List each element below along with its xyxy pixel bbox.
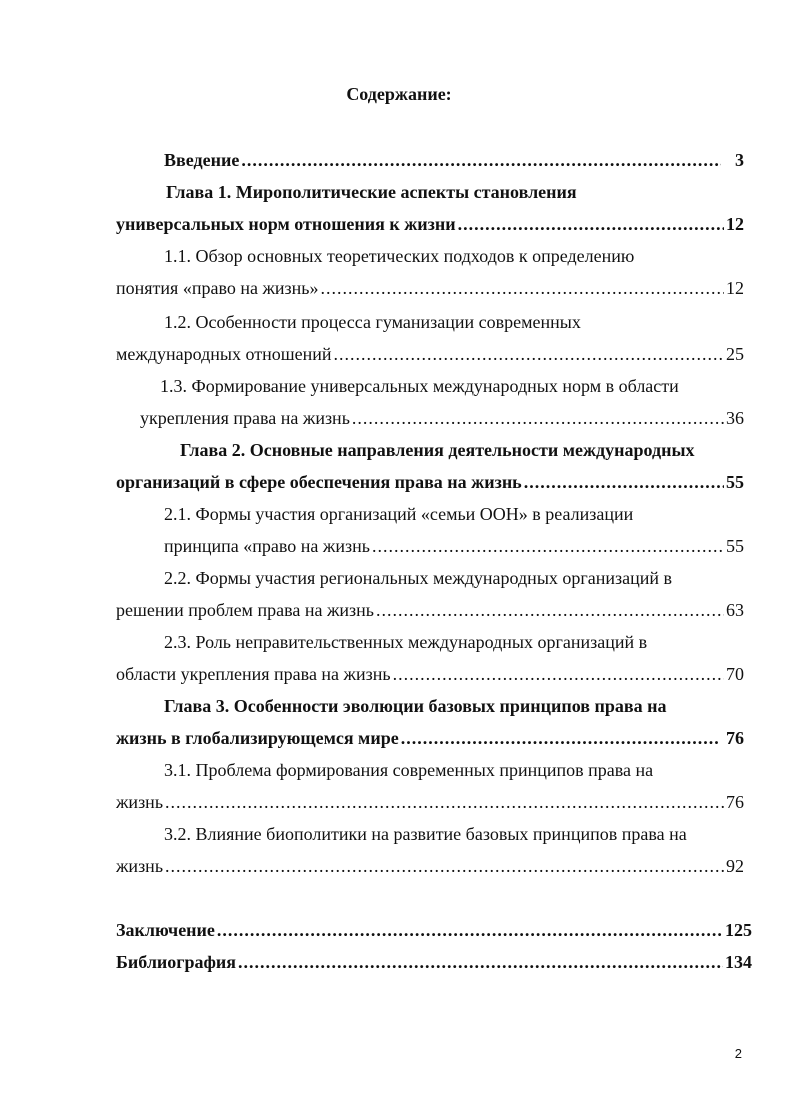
page-title: Содержание: [346, 84, 452, 104]
toc-section-2-1-page: 55 [726, 536, 744, 556]
toc-section-2-3-page: 70 [726, 664, 744, 684]
toc-chapter2-line2: организаций в сфере обеспечения права на жизнь [116, 472, 522, 492]
toc-section-1-1 [116, 276, 744, 300]
toc-section-3-2-page: 92 [726, 856, 744, 876]
toc-leader-dots [401, 726, 718, 750]
toc-section-1-1-line1: 1.1. Обзор основных теоретических подходов к определению [164, 246, 635, 266]
toc-section-2-3-line2: области укрепления права на жизнь [116, 664, 391, 684]
toc-chapter1-line2: универсальных норм отношения к жизни [116, 214, 456, 234]
toc-chapter1-page: 12 [726, 214, 744, 234]
toc-leader-dots [217, 918, 723, 942]
toc-section-2-1 [164, 534, 744, 558]
toc-section-1-2-line2: международных отношений [116, 344, 332, 364]
toc-chapter2 [116, 470, 744, 494]
toc-entry-bibliography-text: Библиография [116, 952, 237, 972]
toc-chapter1-line1: Глава 1. Мирополитические аспекты становления [166, 182, 577, 202]
toc-leader-dots [524, 470, 724, 494]
toc-section-1-1-page: 12 [726, 278, 744, 298]
toc-entry-bibliography-page: 134 [725, 952, 752, 972]
toc-leader-dots [458, 212, 724, 236]
toc-section-3-1-line1: 3.1. Проблема формирования современных принципов права на [164, 760, 654, 780]
toc-chapter3 [116, 726, 744, 750]
toc-section-2-2 [116, 598, 744, 622]
toc-section-3-2-line1: 3.2. Влияние биополитики на развитие базовых принципов права на [164, 824, 687, 844]
toc-entry-intro-text: Введение [164, 150, 240, 170]
toc-section-3-1-page: 76 [726, 792, 744, 812]
toc-section-3-1-line2: жизнь [116, 792, 164, 812]
toc-section-1-3-line1: 1.3. Формирование универсальных международных норм в области [160, 376, 679, 396]
toc-section-1-3-page: 36 [726, 408, 744, 428]
toc-entry-conclusion [116, 918, 752, 942]
toc-section-2-3 [116, 662, 744, 686]
toc-section-2-1-line2: принципа «право на жизнь [164, 536, 370, 556]
page-number: 2 [734, 1046, 742, 1061]
toc-section-1-3 [140, 406, 744, 430]
toc-leader-dots [333, 342, 724, 366]
toc-section-1-2-page: 25 [726, 344, 744, 364]
toc-leader-dots [352, 406, 724, 430]
toc-leader-dots [372, 534, 724, 558]
toc-chapter2-page: 55 [726, 472, 744, 492]
toc-entry-conclusion-text: Заключение [116, 920, 215, 940]
toc-leader-dots [165, 790, 724, 814]
toc-entry-intro [164, 148, 744, 172]
toc-section-2-2-line2: решении проблем права на жизнь [116, 600, 374, 620]
toc-leader-dots [241, 148, 721, 172]
toc-entry-conclusion-page: 125 [725, 920, 752, 940]
toc-section-2-3-line1: 2.3. Роль неправительственных международных организаций в [164, 632, 648, 652]
toc-section-2-2-page: 63 [726, 600, 744, 620]
toc-section-1-2-line1: 1.2. Особенности процесса гуманизации современных [164, 312, 581, 332]
toc-chapter3-page: 76 [726, 728, 744, 748]
toc-entry-bibliography [116, 950, 752, 974]
toc-chapter3-line1: Глава 3. Особенности эволюции базовых принципов права на [164, 696, 667, 716]
toc-section-3-2 [116, 854, 744, 878]
toc-entry-intro-page: 3 [735, 150, 744, 170]
toc-section-2-2-line1: 2.2. Формы участия региональных международных организаций в [164, 568, 673, 588]
toc-section-2-1-line1: 2.1. Формы участия организаций «семьи ООН» в реализации [164, 504, 634, 524]
toc-section-3-1 [116, 790, 744, 814]
toc-leader-dots [320, 276, 724, 300]
toc-section-1-3-line2: укрепления права на жизнь [140, 408, 350, 428]
toc-section-3-2-line2: жизнь [116, 856, 164, 876]
toc-chapter3-line2: жизнь в глобализирующемся мире [116, 728, 399, 748]
toc-section-1-2 [116, 342, 744, 366]
toc-leader-dots [376, 598, 724, 622]
toc-chapter1 [116, 212, 744, 236]
toc-chapter2-line1: Глава 2. Основные направления деятельности международных [180, 440, 695, 460]
toc-leader-dots [165, 854, 724, 878]
toc-leader-dots [238, 950, 723, 974]
toc-section-1-1-line2: понятия «право на жизнь» [116, 278, 319, 298]
toc-leader-dots [393, 662, 724, 686]
